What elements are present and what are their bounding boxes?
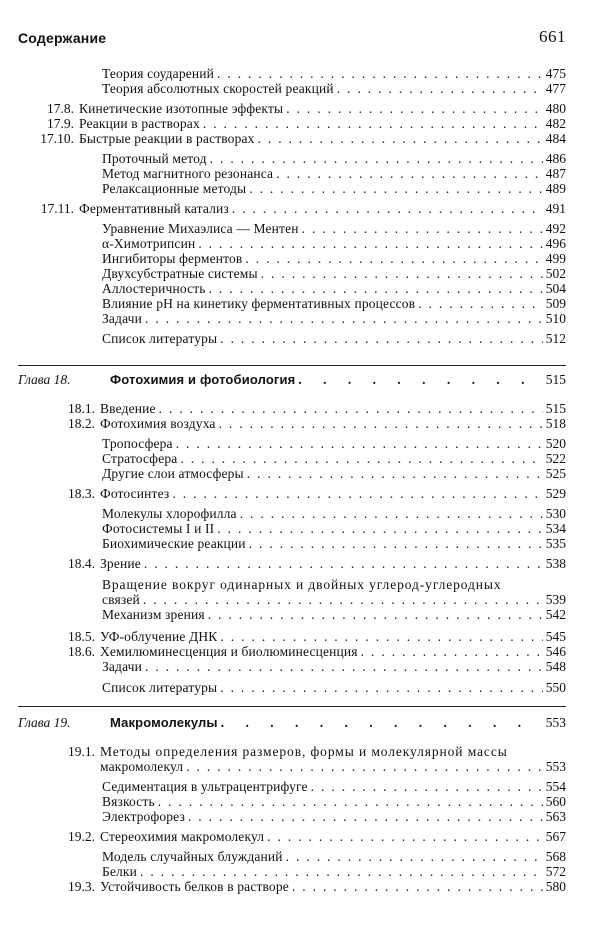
toc-entry-page: 502 [545, 266, 566, 281]
toc-leader-dots [245, 251, 542, 266]
chapter-divider [18, 365, 566, 366]
toc-subsection-entry[interactable] [0, 607, 600, 622]
toc-leader-dots [198, 236, 542, 251]
toc-entry-number: 19.3. [68, 879, 95, 894]
toc-entry-title: α-Химотрипсин [102, 236, 196, 251]
toc-entry-title: Задачи [102, 311, 142, 326]
toc-entry-title: Тропосфера [102, 436, 173, 451]
toc-entry-title: Кинетические изотопные эффекты [79, 101, 284, 116]
toc-leader-dots [261, 266, 543, 281]
toc-entry-page: 489 [545, 181, 566, 196]
toc-entry-title: Список литературы [102, 680, 218, 695]
chapter-divider [18, 706, 566, 707]
toc-leader-dots [186, 759, 543, 774]
toc-entry-page: 538 [545, 556, 566, 571]
toc-subsection-entry[interactable] [0, 311, 600, 326]
toc-entry-title: Фотосинтез [100, 486, 170, 501]
toc-entry-page: 512 [545, 331, 566, 346]
toc-subsection-entry[interactable] [0, 759, 600, 774]
page-number: 661 [539, 27, 566, 46]
toc-subsection-entry[interactable] [0, 251, 600, 266]
toc-entry-page: 567 [545, 829, 566, 844]
toc-entry-page: 525 [545, 466, 566, 481]
toc-entry-title: Стратосфера [102, 451, 178, 466]
toc-entry-page: 518 [545, 416, 566, 431]
toc-entry-title: Список литературы [102, 331, 218, 346]
toc-leader-dots [217, 66, 543, 81]
toc-leader-dots [276, 166, 543, 181]
toc-entry-page: 572 [545, 864, 566, 879]
toc-entry-number: 17.10. [40, 131, 74, 146]
toc-leader-dots [144, 556, 543, 571]
toc-subsection-entry[interactable] [0, 779, 600, 794]
toc-entry-page: 548 [545, 659, 566, 674]
toc-entry-page: 475 [545, 66, 566, 81]
toc-entry-page: 580 [545, 879, 566, 894]
toc-entry-page: 539 [545, 592, 566, 607]
toc-entry-title: Влияние pH на кинетику ферментативных процессов [102, 296, 416, 311]
toc-leader-dots [286, 849, 543, 864]
toc-leader-dots [311, 779, 543, 794]
toc-leader-dots [298, 372, 542, 387]
toc-entry-title: Другие слои атмосферы [102, 466, 244, 481]
toc-entry-page: 480 [545, 101, 566, 116]
toc-entry-number: 18.6. [68, 644, 95, 659]
toc-section-entry[interactable] [0, 879, 600, 894]
toc-subsection-entry[interactable] [0, 181, 600, 196]
toc-entry-title: Теория соударений [102, 66, 214, 81]
toc-leader-dots [217, 521, 542, 536]
toc-entry-title: Седиментация в ультрацентрифуге [102, 779, 308, 794]
toc-leader-dots [232, 201, 543, 216]
toc-entry-page: 496 [545, 236, 566, 251]
toc-subsection-entry[interactable] [0, 166, 600, 181]
toc-entry-number: 18.4. [68, 556, 95, 571]
toc-section-entry[interactable] [0, 744, 600, 759]
toc-subsection-entry[interactable] [0, 521, 600, 536]
toc-chapter-entry[interactable] [0, 715, 600, 730]
toc-leader-dots [258, 131, 543, 146]
toc-entry-title: Молекулы хлорофилла [102, 506, 237, 521]
toc-entry-number: 19.1. [68, 744, 95, 759]
toc-leader-dots [172, 486, 542, 501]
toc-leader-dots [145, 311, 543, 326]
toc-subsection-entry[interactable] [0, 151, 600, 166]
toc-entry-page: 477 [545, 81, 566, 96]
toc-entry-page: 522 [545, 451, 566, 466]
toc-entry-title: Ферментативный катализ [79, 201, 229, 216]
toc-entry-number: 19.2. [68, 829, 95, 844]
toc-entry-title: Фотохимия воздуха [100, 416, 216, 431]
toc-entry-page: 550 [545, 680, 566, 695]
toc-section-entry[interactable] [0, 829, 600, 844]
toc-leader-dots [286, 101, 543, 116]
toc-entry-title: макромолекул [100, 759, 184, 774]
toc-entry-number: Глава 19. [18, 715, 71, 730]
toc-entry-page: 515 [545, 372, 566, 387]
toc-entry-title: Электрофорез [102, 809, 185, 824]
toc-subsection-entry[interactable] [0, 221, 600, 236]
toc-leader-dots [159, 401, 543, 416]
toc-entry-title: Биохимические реакции [102, 536, 246, 551]
toc-entry-title: связей [102, 592, 140, 607]
toc-entry-page: 542 [545, 607, 566, 622]
toc-leader-dots [158, 794, 543, 809]
toc-entry-page: 553 [545, 759, 566, 774]
toc-entry-page: 554 [545, 779, 566, 794]
toc-entry-title: УФ-облучение ДНК [100, 629, 218, 644]
toc-entry-number: 18.3. [68, 486, 95, 501]
toc-leader-dots [203, 116, 543, 131]
toc-entry-title: Стереохимия макромолекул [100, 829, 265, 844]
toc-entry-page: 563 [545, 809, 566, 824]
toc-entry-title: Релаксационные методы [102, 181, 247, 196]
toc-entry-title: Метод магнитного резонанса [102, 166, 274, 181]
toc-entry-title: Фотохимия и фотобиология [110, 372, 296, 387]
toc-entry-number: Глава 18. [18, 372, 71, 387]
toc-entry-title: Вращение вокруг одинарных и двойных углерод-углеродных [102, 577, 502, 592]
toc-entry-page: 510 [545, 311, 566, 326]
toc-leader-dots [188, 809, 543, 824]
toc-leader-dots [143, 592, 543, 607]
toc-entry-page: 529 [545, 486, 566, 501]
toc-section-entry[interactable] [0, 401, 600, 416]
toc-entry-page: 545 [545, 629, 566, 644]
toc-leader-dots [220, 629, 542, 644]
toc-entry-page: 560 [545, 794, 566, 809]
toc-entry-page: 492 [545, 221, 566, 236]
toc-leader-dots [140, 864, 543, 879]
toc-entry-title: Задачи [102, 659, 142, 674]
toc-entry-title: Механизм зрения [102, 607, 205, 622]
toc-section-entry[interactable] [0, 131, 600, 146]
toc-entry-title: Фотосистемы I и II [102, 521, 215, 536]
toc-entry-page: 535 [545, 536, 566, 551]
toc-subsection-entry[interactable] [0, 809, 600, 824]
toc-entry-title: Уравнение Михаэлиса — Ментен [102, 221, 299, 236]
toc-entry-title: Устойчивость белков в растворе [100, 879, 289, 894]
toc-entry-title: Двухсубстратные системы [102, 266, 258, 281]
toc-entry-title: Зрение [100, 556, 141, 571]
toc-entry-page: 486 [545, 151, 566, 166]
toc-subsection-entry[interactable] [0, 577, 600, 592]
toc-entry-page: 484 [545, 131, 566, 146]
toc-leader-dots [337, 81, 543, 96]
toc-entry-number: 17.8. [47, 101, 74, 116]
toc-leader-dots [292, 879, 543, 894]
toc-entry-page: 546 [545, 644, 566, 659]
toc-entry-title: Введение [100, 401, 156, 416]
toc-leader-dots [249, 181, 543, 196]
toc-section-entry[interactable] [0, 629, 600, 644]
toc-leader-dots [210, 151, 543, 166]
toc-leader-dots [240, 506, 543, 521]
toc-subsection-entry[interactable] [0, 451, 600, 466]
toc-entry-title: Теория абсолютных скоростей реакций [102, 81, 334, 96]
toc-entry-title: Быстрые реакции в растворах [79, 131, 255, 146]
toc-entry-title: Ингибиторы ферментов [102, 251, 243, 266]
toc-subsection-entry[interactable] [0, 864, 600, 879]
toc-section-entry[interactable] [0, 201, 600, 216]
toc-section-entry[interactable] [0, 644, 600, 659]
toc-subsection-entry[interactable] [0, 436, 600, 451]
toc-leader-dots [208, 607, 543, 622]
toc-subsection-entry[interactable] [0, 466, 600, 481]
toc-entry-number: 17.11. [40, 201, 74, 216]
toc-section-entry[interactable] [0, 556, 600, 571]
toc-subsection-entry[interactable] [0, 536, 600, 551]
toc-entry-title: Методы определения размеров, формы и молекулярной массы [100, 744, 508, 759]
toc-entry-title: Белки [102, 864, 138, 879]
toc-subsection-entry[interactable] [0, 849, 600, 864]
toc-entry-number: 18.1. [68, 401, 95, 416]
toc-section-entry[interactable] [0, 416, 600, 431]
toc-entry-page: 509 [545, 296, 566, 311]
toc-entry-title: Макромолекулы [110, 715, 218, 730]
toc-leader-dots [221, 715, 543, 730]
toc-leader-dots [145, 659, 543, 674]
toc-leader-dots [220, 331, 543, 346]
toc-subsection-entry[interactable] [0, 331, 600, 346]
toc-leader-dots [220, 680, 543, 695]
toc-entry-title: Проточный метод [102, 151, 207, 166]
toc-subsection-entry[interactable] [0, 66, 600, 81]
toc-subsection-entry[interactable] [0, 680, 600, 695]
running-header-title: Содержание [18, 30, 107, 46]
toc-entry-number: 18.2. [68, 416, 95, 431]
toc-subsection-entry[interactable] [0, 506, 600, 521]
toc-leader-dots [180, 451, 542, 466]
toc-leader-dots [247, 466, 543, 481]
toc-entry-title: Реакции в растворах [79, 116, 200, 131]
toc-entry-page: 515 [545, 401, 566, 416]
toc-subsection-entry[interactable] [0, 281, 600, 296]
toc-entry-title: Модель случайных блужданий [102, 849, 283, 864]
toc-entry-title: Хемилюминесценция и биолюминесценция [100, 644, 358, 659]
toc-leader-dots [418, 296, 543, 311]
toc-leader-dots [361, 644, 543, 659]
toc-section-entry[interactable] [0, 116, 600, 131]
toc-entry-page: 487 [545, 166, 566, 181]
toc-chapter-entry[interactable] [0, 372, 600, 387]
toc-entry-title: Вязкость [102, 794, 155, 809]
toc-entry-page: 568 [545, 849, 566, 864]
toc-leader-dots [209, 281, 543, 296]
toc-entry-page: 499 [545, 251, 566, 266]
toc-section-entry[interactable] [0, 486, 600, 501]
toc-leader-dots [219, 416, 543, 431]
toc-leader-dots [302, 221, 543, 236]
toc-entry-number: 17.9. [47, 116, 74, 131]
toc-entry-page: 504 [545, 281, 566, 296]
toc-subsection-entry[interactable] [0, 236, 600, 251]
toc-subsection-entry[interactable] [0, 659, 600, 674]
toc-subsection-entry[interactable] [0, 81, 600, 96]
toc-entry-page: 482 [545, 116, 566, 131]
toc-leader-dots [176, 436, 543, 451]
toc-entry-page: 553 [545, 715, 566, 730]
toc-section-entry[interactable] [0, 101, 600, 116]
toc-entry-page: 530 [545, 506, 566, 521]
toc-subsection-entry[interactable] [0, 266, 600, 281]
toc-leader-dots [267, 829, 543, 844]
toc-entry-page: 520 [545, 436, 566, 451]
toc-entry-page: 491 [545, 201, 566, 216]
toc-entry-title: Аллостеричность [102, 281, 206, 296]
toc-subsection-entry[interactable] [0, 794, 600, 809]
toc-subsection-entry[interactable] [0, 296, 600, 311]
toc-entry-page: 534 [545, 521, 566, 536]
toc-leader-dots [249, 536, 543, 551]
toc-subsection-entry[interactable] [0, 592, 600, 607]
toc-entry-number: 18.5. [68, 629, 95, 644]
